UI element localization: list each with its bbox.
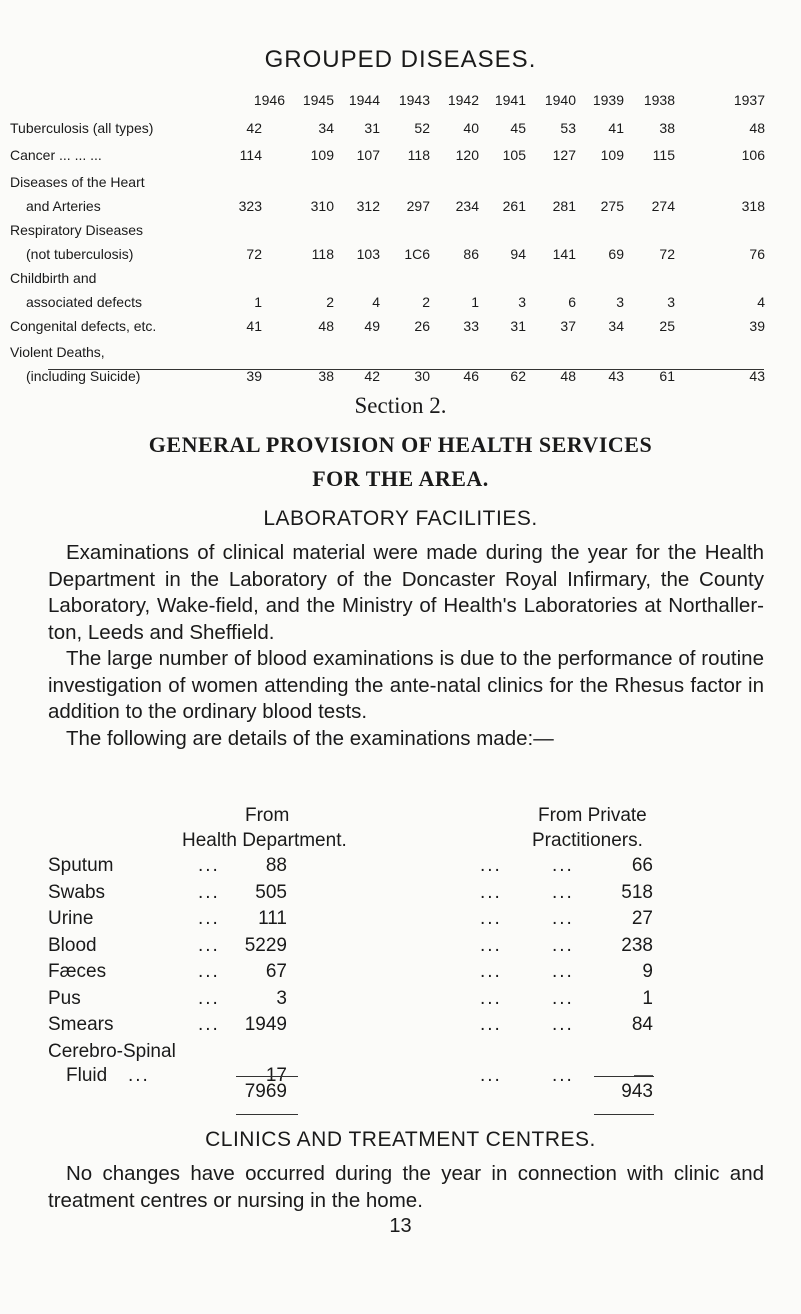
clinics-text bbox=[48, 1161, 764, 1214]
exam-private-value: 27 bbox=[631, 908, 653, 929]
exam-label: Urine bbox=[48, 908, 94, 929]
exam-private-value: 1 bbox=[642, 987, 653, 1009]
disease-value: 4 bbox=[372, 294, 380, 310]
leader-dots: ... bbox=[198, 961, 220, 982]
disease-value: 40 bbox=[463, 120, 479, 136]
leader-dots: ... bbox=[480, 881, 502, 903]
disease-value: 43 bbox=[608, 368, 624, 384]
disease-value: 297 bbox=[406, 198, 430, 214]
disease-value: 31 bbox=[364, 120, 380, 136]
laboratory-paragraph-1: Examinations of clinical material were made during the year for the Health Department in the Laboratory of the Doncaster Royal Infirmary, the County Laboratory, Wake-field, and the Ministry of Health's Laboratories at Northaller-ton, Leeds and Sheffield. bbox=[48, 541, 764, 644]
leader-dots: ... bbox=[480, 934, 502, 956]
disease-value: 62 bbox=[510, 368, 526, 384]
year-header: 1940 bbox=[544, 92, 576, 108]
disease-value: 31 bbox=[510, 318, 526, 334]
private-total-rule bbox=[594, 1076, 654, 1077]
leader-dots: ... bbox=[552, 855, 574, 876]
disease-value: 275 bbox=[600, 198, 624, 214]
col-private-head-2: Practitioners. bbox=[532, 830, 643, 851]
leader-dots: ... bbox=[480, 1014, 502, 1035]
disease-value: 52 bbox=[414, 120, 430, 136]
exam-health-value: 1949 bbox=[244, 1014, 287, 1035]
disease-value: 48 bbox=[749, 120, 765, 136]
exam-label: Swabs bbox=[48, 881, 106, 903]
disease-value: 234 bbox=[455, 198, 479, 214]
disease-value: 3 bbox=[518, 294, 526, 310]
disease-value: 37 bbox=[560, 318, 576, 334]
disease-value: 26 bbox=[414, 318, 430, 334]
laboratory-paragraph-2: The large number of blood examinations is due to the performance of routine investigation of women attending the ante-natal clinics for the Rhesus factor in addition to the ordinary blood tests. bbox=[48, 647, 764, 723]
disease-value: 38 bbox=[659, 120, 675, 136]
exam-health-value: 88 bbox=[265, 855, 287, 876]
disease-value: 30 bbox=[414, 368, 430, 384]
disease-value: 312 bbox=[356, 198, 380, 214]
col-private-head-1: From Private bbox=[538, 805, 647, 826]
exam-private-value: 66 bbox=[631, 855, 653, 876]
leader-dots: ... bbox=[480, 855, 502, 876]
leader-dots: ... bbox=[552, 934, 574, 956]
year-header: 1943 bbox=[398, 92, 430, 108]
disease-value: 69 bbox=[608, 246, 624, 262]
exam-private-value: 238 bbox=[621, 934, 653, 956]
clinics-heading: CLINICS AND TREATMENT CENTRES. bbox=[205, 1128, 596, 1151]
exam-health-value: 3 bbox=[276, 987, 287, 1009]
private-total: 943 bbox=[621, 1081, 653, 1102]
section-heading-line1: GENERAL PROVISION OF HEALTH SERVICES bbox=[148, 432, 653, 457]
section-heading-line2: FOR THE AREA. bbox=[312, 466, 489, 491]
disease-value: 120 bbox=[455, 147, 479, 163]
leader-dots: ... bbox=[552, 987, 574, 1009]
disease-value: 109 bbox=[310, 147, 334, 163]
exam-label: Pus bbox=[48, 987, 81, 1009]
section-number: Section 2. bbox=[354, 393, 447, 418]
disease-value: 72 bbox=[659, 246, 675, 262]
disease-value: 318 bbox=[741, 198, 765, 214]
exam-label: Blood bbox=[48, 934, 97, 956]
disease-value: 127 bbox=[552, 147, 576, 163]
exam-label: Smears bbox=[48, 1014, 114, 1035]
disease-label: Respiratory Diseases bbox=[10, 222, 144, 238]
disease-value: 118 bbox=[407, 147, 430, 163]
disease-value: 4 bbox=[757, 294, 765, 310]
page-number: 13 bbox=[389, 1215, 412, 1237]
year-header: 1941 bbox=[494, 92, 526, 108]
leader-dots: ... bbox=[128, 1064, 150, 1086]
disease-value: 1 bbox=[254, 294, 262, 310]
disease-value: 43 bbox=[749, 368, 765, 384]
disease-label: Cancer ... ... ... bbox=[10, 147, 102, 163]
leader-dots: ... bbox=[552, 908, 574, 929]
leader-dots: ... bbox=[198, 855, 220, 876]
disease-value: 34 bbox=[318, 120, 334, 136]
disease-value: 107 bbox=[356, 147, 380, 163]
page-title: GROUPED DISEASES. bbox=[264, 46, 537, 73]
disease-value: 1C6 bbox=[404, 246, 430, 262]
year-header: 1946 bbox=[253, 92, 285, 108]
exam-label: Sputum bbox=[48, 855, 114, 876]
disease-value: 3 bbox=[667, 294, 675, 310]
leader-dots: ... bbox=[480, 1064, 502, 1086]
disease-value: 38 bbox=[318, 368, 334, 384]
disease-label-continued: (including Suicide) bbox=[26, 368, 141, 384]
disease-value: 76 bbox=[749, 246, 765, 262]
exam-label: Cerebro-Spinal bbox=[48, 1040, 176, 1062]
year-header: 1944 bbox=[348, 92, 380, 108]
disease-value: 274 bbox=[651, 198, 675, 214]
disease-value: 39 bbox=[246, 368, 262, 384]
disease-value: 261 bbox=[502, 198, 526, 214]
disease-value: 141 bbox=[552, 246, 576, 262]
disease-value: 72 bbox=[246, 246, 262, 262]
leader-dots: ... bbox=[552, 881, 574, 903]
disease-value: 323 bbox=[238, 198, 262, 214]
disease-value: 115 bbox=[652, 147, 675, 163]
grouped-diseases-table bbox=[0, 0, 801, 384]
table-bottom-rule bbox=[48, 369, 764, 370]
disease-value: 34 bbox=[608, 318, 624, 334]
disease-label: Violent Deaths, bbox=[10, 344, 105, 360]
leader-dots: ... bbox=[552, 961, 574, 982]
private-total-underline bbox=[594, 1114, 654, 1115]
disease-label: Tuberculosis (all types) bbox=[10, 120, 154, 136]
year-header: 1938 bbox=[643, 92, 675, 108]
disease-label-continued: and Arteries bbox=[26, 198, 101, 214]
disease-label: Diseases of the Heart bbox=[10, 174, 145, 190]
year-header: 1942 bbox=[447, 92, 479, 108]
exam-health-value: 5229 bbox=[244, 934, 287, 956]
leader-dots: ... bbox=[198, 881, 220, 903]
exam-health-value: 505 bbox=[255, 881, 287, 903]
leader-dots: ... bbox=[198, 1014, 220, 1035]
disease-value: 41 bbox=[246, 318, 262, 334]
disease-value: 106 bbox=[741, 147, 765, 163]
col-health-head-1: From bbox=[245, 805, 290, 826]
disease-value: 281 bbox=[552, 198, 576, 214]
exam-health-value: 67 bbox=[265, 961, 287, 982]
disease-label: Congenital defects, etc. bbox=[10, 318, 157, 334]
disease-value: 86 bbox=[463, 246, 479, 262]
disease-value: 61 bbox=[659, 368, 675, 384]
year-header: 1937 bbox=[733, 92, 765, 108]
disease-value: 3 bbox=[616, 294, 624, 310]
laboratory-text bbox=[48, 540, 764, 752]
health-total: 7969 bbox=[244, 1081, 287, 1102]
disease-label: Childbirth and bbox=[10, 270, 97, 286]
disease-value: 53 bbox=[560, 120, 576, 136]
exam-health-value: 111 bbox=[258, 908, 287, 929]
leader-dots: ... bbox=[552, 1014, 574, 1035]
disease-value: 45 bbox=[510, 120, 526, 136]
year-header: 1945 bbox=[302, 92, 334, 108]
exam-private-value: — bbox=[634, 1064, 653, 1086]
disease-value: 6 bbox=[568, 294, 576, 310]
disease-value: 42 bbox=[246, 120, 262, 136]
disease-value: 94 bbox=[510, 246, 526, 262]
disease-value: 1 bbox=[471, 294, 479, 310]
leader-dots: ... bbox=[198, 908, 220, 929]
leader-dots: ... bbox=[552, 1064, 574, 1086]
disease-value: 103 bbox=[356, 246, 380, 262]
disease-value: 2 bbox=[422, 294, 430, 310]
disease-label-continued: (not tuberculosis) bbox=[26, 246, 134, 262]
disease-value: 48 bbox=[318, 318, 334, 334]
disease-value: 310 bbox=[310, 198, 334, 214]
laboratory-heading: LABORATORY FACILITIES. bbox=[263, 507, 538, 530]
exam-label-continued: Fluid bbox=[66, 1064, 108, 1086]
leader-dots: ... bbox=[480, 908, 502, 929]
disease-value: 114 bbox=[239, 147, 262, 163]
laboratory-paragraph-3: The following are details of the examinations made:— bbox=[66, 726, 554, 750]
disease-value: 118 bbox=[311, 246, 334, 262]
leader-dots: ... bbox=[480, 987, 502, 1009]
disease-value: 105 bbox=[502, 147, 526, 163]
leader-dots: ... bbox=[198, 934, 220, 956]
disease-value: 39 bbox=[749, 318, 765, 334]
disease-value: 25 bbox=[659, 318, 675, 334]
exam-label: Fæces bbox=[48, 961, 107, 982]
leader-dots: ... bbox=[480, 961, 502, 982]
clinics-paragraph: No changes have occurred during the year in connection with clinic and treatment centres or nursing in the home. bbox=[48, 1162, 764, 1212]
disease-value: 48 bbox=[560, 368, 576, 384]
health-total-underline bbox=[236, 1114, 298, 1115]
disease-value: 109 bbox=[600, 147, 624, 163]
leader-dots: ... bbox=[198, 987, 220, 1009]
disease-value: 49 bbox=[364, 318, 380, 334]
exam-health-value: 17 bbox=[265, 1064, 287, 1086]
disease-value: 41 bbox=[608, 120, 624, 136]
exam-private-value: 9 bbox=[642, 961, 653, 982]
disease-value: 42 bbox=[364, 368, 380, 384]
disease-label-continued: associated defects bbox=[26, 294, 142, 310]
health-total-rule bbox=[236, 1076, 298, 1077]
disease-value: 2 bbox=[326, 294, 334, 310]
year-header: 1939 bbox=[592, 92, 624, 108]
exam-private-value: 84 bbox=[631, 1014, 653, 1035]
disease-value: 46 bbox=[463, 368, 479, 384]
exam-private-value: 518 bbox=[621, 881, 653, 903]
col-health-head-2: Health Department. bbox=[182, 830, 347, 851]
disease-value: 33 bbox=[463, 318, 479, 334]
